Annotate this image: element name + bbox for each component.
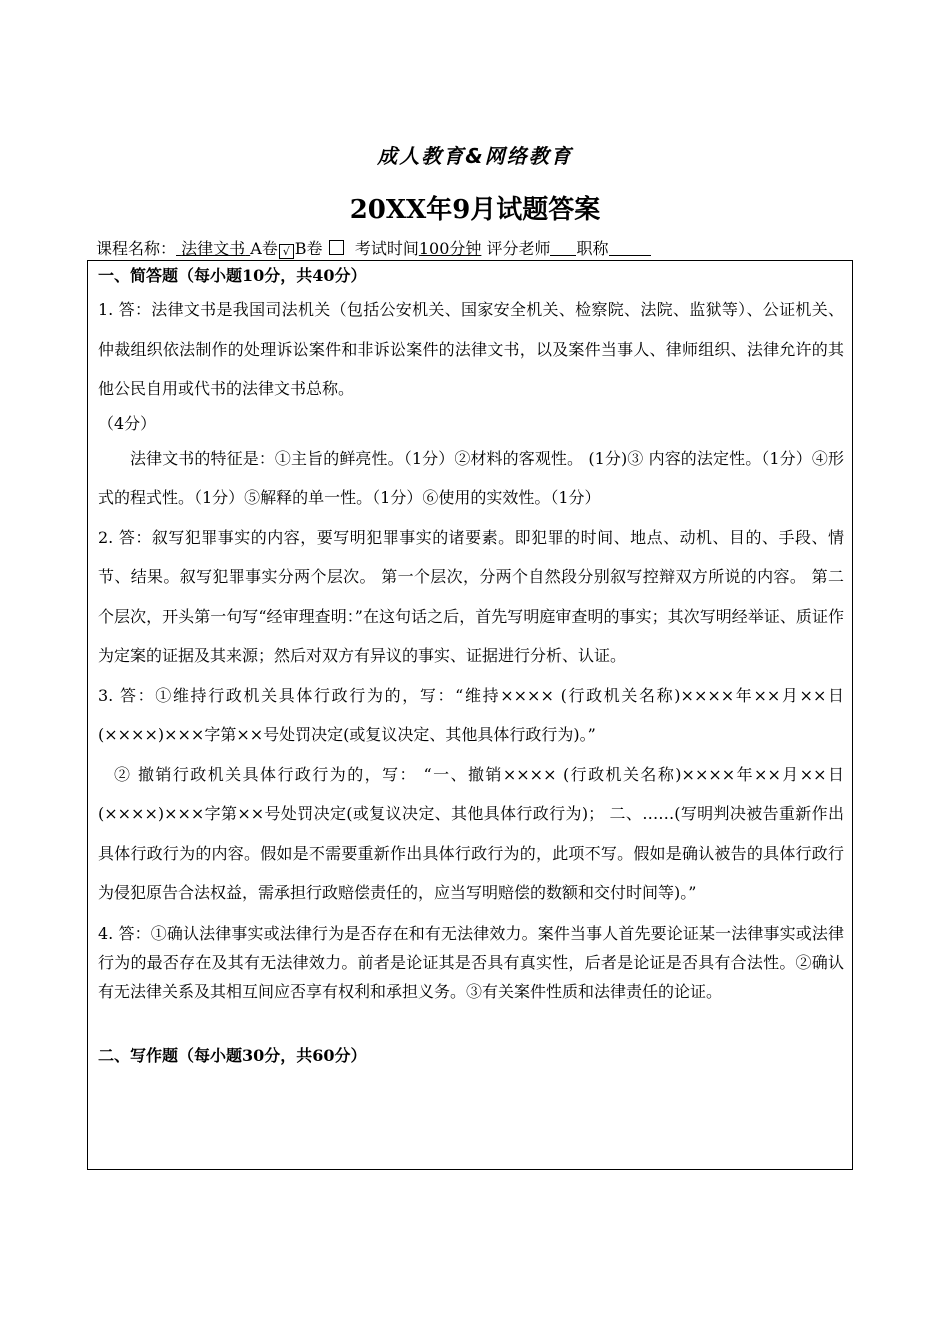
subtitle: 成人教育&网络教育: [377, 144, 573, 168]
answer-4-paragraph: 4. 答：①确认法律事实或法律行为是否存在和有无法律效力。案件当事人首先要论证某一法律事实或法律行为的最否存在及其有无法律效力。前者是论证其是否具有真实性，后者是论证是否具有合法性。②确认有无法律关系及其相互间应否享有权利和承担义务。③有关案件性质和法律责任的论证。: [98, 923, 844, 1001]
paper-a-checkbox[interactable]: √: [279, 244, 294, 259]
answer-2-paragraph: 2. 答：叙写犯罪事实的内容，要写明犯罪事实的诸要素。即犯罪的时间、地点、动机、目的、手段、情节、结果。叙写犯罪事实分两个层次。 第一个层次，分两个自然段分别叙写控辩双方所说的内容。 第二个层次，开头第一句写“经审理查明：”在这句话之后，首先写明庭审查明的事实；其次写明经举证、质证作为定案的证据及其来源；然后对双方有异议的事实、证据进行分析、认证。: [98, 527, 844, 665]
course-info-line: [96, 236, 876, 259]
course-label: 课程名称：: [96, 239, 177, 258]
title-blank[interactable]: [609, 241, 651, 256]
section-1-heading: 一、简答题（每小题10分，共40分）: [98, 266, 367, 285]
course-name: 法律文书: [181, 239, 246, 258]
paper-b-checkbox[interactable]: [329, 240, 344, 255]
page-title: 20XX年9月试题答案: [349, 195, 601, 225]
answer-content: [98, 262, 844, 1070]
answer-1-paragraph: 1. 答：法律文书是我国司法机关（包括公安机关、国家安全机关、检察院、法院、监狱等）、公证机关、仲裁组织依法制作的处理诉讼案件和非诉讼案件的法律文书，以及案件当事人、律师组织、法律允许的其他公民自用或代书的法律文书总称。: [98, 300, 844, 398]
section-2-heading: 二、写作题（每小题30分，共60分）: [98, 1045, 367, 1065]
answer-1-features: 法律文书的特征是：①主旨的鲜亮性。（1分）②材料的客观性。 (1分)③ 内容的法定性。（1分）④形式的程式性。（1分）⑤解释的单一性。（1分）⑥使用的实效性。（1分）: [98, 448, 844, 507]
paper-a-label: A卷: [250, 239, 278, 258]
answer-3-paragraph-2: ② 撤销行政机关具体行政行为的，写： “一、撤销×××× (行政机关名称)××××年××月××日 (××××)×××字第××号处罚决定(或复议决定、其他具体行政行为)； 二、……(写明判决被告重新作出具体行政行为的内容。假如是不需要重新作出具体行政行为的，此项不写。假如是确认被告的具体行政行为侵犯原告合法权益，需承担行政赔偿责任的，应当写明赔偿的数额和交付时间等)。”: [98, 764, 844, 902]
grader-label: 评分老师: [486, 239, 551, 258]
exam-time-value: 100分钟: [418, 239, 482, 258]
title-label: 职称: [576, 239, 609, 258]
answer-3-paragraph-1: 3. 答：①维持行政机关具体行政行为的，写：“维持×××× (行政机关名称)××××年××月××日 (××××)×××字第××号处罚决定(或复议决定、其他具体行政行为)。”: [98, 685, 844, 744]
answer-1-score: （4分）: [98, 413, 157, 433]
exam-time-label: 考试时间: [354, 239, 419, 258]
grader-blank[interactable]: [550, 241, 576, 256]
paper-b-label: B卷: [294, 239, 323, 258]
